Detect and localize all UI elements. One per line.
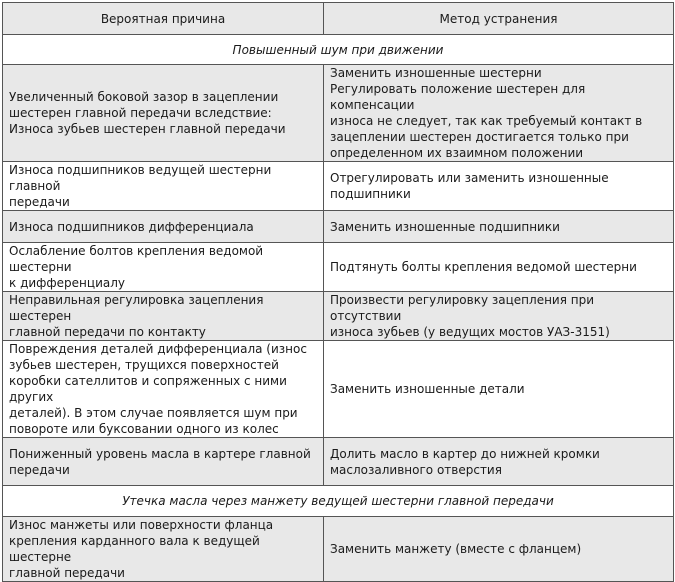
cause-line: Пониженный уровень масла в картере главной xyxy=(9,446,311,461)
cause-line: к дифференциалу xyxy=(9,276,125,290)
cause-cell xyxy=(3,292,324,341)
cause-line: Износа подшипников ведущей шестерни главной xyxy=(9,163,272,193)
section-header xyxy=(3,35,674,65)
cause-line: деталей). В этом случае появляется шум при xyxy=(9,406,298,420)
remedy-line: зацеплении шестерен достигается только при xyxy=(330,130,629,144)
table-row xyxy=(3,292,674,341)
remedy-cell xyxy=(324,517,674,582)
cause-cell xyxy=(3,438,324,486)
remedy-line: Подтянуть болты крепления ведомой шестерни xyxy=(330,260,637,274)
cause-cell xyxy=(3,162,324,211)
remedy-line: Долить масло в картер до нижней кромки xyxy=(330,446,600,461)
cause-line: Износ манжеты или поверхности фланца xyxy=(9,518,274,532)
table-row xyxy=(3,438,674,486)
table-row xyxy=(3,243,674,292)
remedy-line: Заменить манжету (вместе с фланцем) xyxy=(330,542,582,556)
cause-cell xyxy=(3,517,324,582)
troubleshooting-table xyxy=(2,2,674,582)
section-title: Утечка масла через манжету ведущей шестерни главной передачи xyxy=(3,486,674,517)
cause-cell xyxy=(3,211,324,243)
remedy-line: износа зубьев (у ведущих мостов УАЗ-3151) xyxy=(330,325,610,339)
remedy-cell xyxy=(324,292,674,341)
remedy-line: Регулировать положение шестерен для компенсации xyxy=(330,82,586,112)
remedy-line: Заменить изношенные шестерни xyxy=(330,66,542,80)
remedy-line: Заменить изношенные детали xyxy=(330,382,525,396)
header-cause: Вероятная причина xyxy=(3,3,324,35)
section-title: Повышенный шум при движении xyxy=(3,35,674,65)
remedy-line: износа не следует, так как требуемый контакт в xyxy=(330,114,643,128)
cause-line: передачи xyxy=(9,195,70,209)
cause-line: главной передачи xyxy=(9,566,125,580)
cause-line: зубьев шестерен, трущихся поверхностей xyxy=(9,358,279,372)
cause-line: главной передачи по контакту xyxy=(9,325,206,339)
table-row xyxy=(3,341,674,438)
table-row xyxy=(3,162,674,211)
remedy-cell xyxy=(324,243,674,292)
cause-line: коробки сателлитов и сопряженных с ними других xyxy=(9,374,287,404)
remedy-cell xyxy=(324,341,674,438)
cause-line: Износа подшипников дифференциала xyxy=(9,219,254,234)
cause-cell xyxy=(3,341,324,438)
cause-cell xyxy=(3,243,324,292)
cause-line: Повреждения деталей дифференциала (износ xyxy=(9,342,307,356)
remedy-line: Произвести регулировку зацепления при отсутствии xyxy=(330,293,595,323)
remedy-cell xyxy=(324,162,674,211)
remedy-line: подшипники xyxy=(330,187,411,201)
remedy-line: маслозаливного отверстия xyxy=(330,462,502,477)
remedy-line: Отрегулировать или заменить изношенные xyxy=(330,171,609,185)
remedy-line: определенном их взаимном положении xyxy=(330,146,584,160)
cause-line: передачи xyxy=(9,462,70,477)
table-row xyxy=(3,517,674,582)
cause-line: шестерен главной передачи вследствие: xyxy=(9,106,272,120)
remedy-line: Заменить изношенные подшипники xyxy=(330,219,560,234)
table-row xyxy=(3,211,674,243)
cause-line: Износа зубьев шестерен главной передачи xyxy=(9,122,286,136)
remedy-cell xyxy=(324,65,674,162)
cause-line: Ослабление болтов крепления ведомой шестерни xyxy=(9,244,264,274)
cause-cell xyxy=(3,65,324,162)
remedy-cell xyxy=(324,211,674,243)
header-remedy: Метод устранения xyxy=(324,3,674,35)
remedy-cell xyxy=(324,438,674,486)
cause-line: Неправильная регулировка зацепления шестерен xyxy=(9,293,264,323)
header-row xyxy=(3,3,674,35)
table-row xyxy=(3,65,674,162)
cause-line: повороте или буксовании одного из колес xyxy=(9,422,279,436)
section-header xyxy=(3,486,674,517)
cause-line: Увеличенный боковой зазор в зацеплении xyxy=(9,90,279,104)
cause-line: крепления карданного вала к ведущей шестерне xyxy=(9,534,260,564)
